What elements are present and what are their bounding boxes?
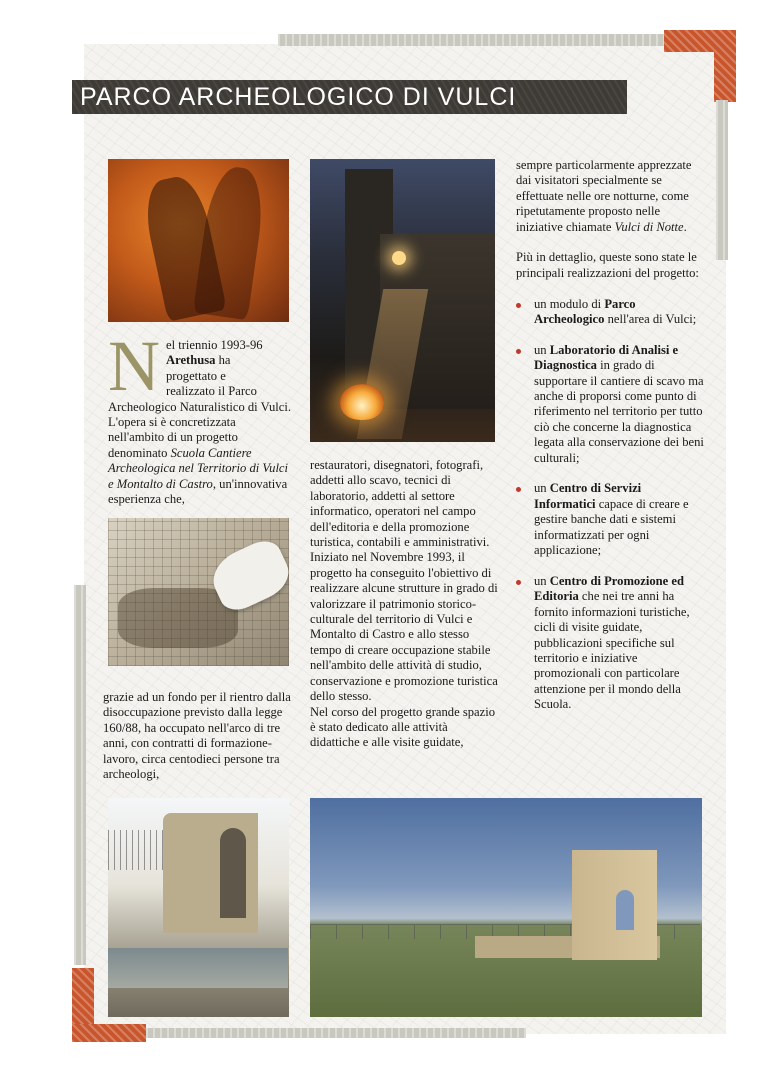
list-item: un Centro di Promozione ed Editoria che nei tre anni ha fornito informazioni turistiche, cicli di visite guidate, pubblicazioni specifiche sul territorio e iniziative promozionali con particolare attenzione per il mondo della Scuola. — [516, 574, 704, 713]
bottom-left-accent-horizontal — [72, 1024, 146, 1042]
column-2-text: restauratori, disegnatori, fotografi, addetti allo scavo, tecnici di laboratorio, addetti al settore informatico, operatori nel campo dell'editoria e della promozione turistica, contabili e amministrativi. Iniziato nel Novembre 1993, il progetto ha conseguito l'obiettivo di realizzare alcune strutture in grado di valorizzare il patrimonio storico-culturale del territorio di Vulci e Montalto di Castro e allo stesso tempo di creare occupazione stabile nell'ambito delle attività di studio, conservazione e promozione turistica dello stesso. Nel corso del progetto grande spazio è stato dedicato alle attività didattiche e alle visite guidate, — [310, 458, 498, 750]
list-item: un Centro di Servizi Informatici capace di creare e gestire banche dati e sistemi informatizzati per ogni applicazione; — [516, 481, 704, 558]
bullet-icon — [516, 580, 521, 585]
vase-painting-photo — [108, 159, 289, 322]
event-name: Vulci di Notte — [614, 219, 684, 234]
achievements-list — [516, 297, 704, 713]
bottom-border-texture — [146, 1028, 526, 1038]
top-right-accent — [664, 30, 736, 52]
column-1-intro: Nel triennio 1993-96 Arethusa ha progettato e realizzato il Parco Archeologico Naturalistico di Vulci. L'opera si è concretizzata nell'ambito di un progetto denominato Scuola Cantiere Archeologica nel Territorio di Vulci e Montalto di Castro, un'innovativa esperienza che, — [108, 326, 291, 507]
bullet-icon — [516, 303, 521, 308]
drop-cap: N — [108, 326, 160, 406]
project-name: Scuola Cantiere Archeologica nel Territorio di Vulci e Montalto di Castro — [108, 445, 289, 491]
ruins-landscape-photo — [310, 798, 702, 1017]
mosaic-excavation-photo — [108, 518, 289, 666]
ruins-arch-photo — [108, 798, 289, 1017]
castle-night-photo — [310, 159, 495, 442]
left-border-texture — [74, 585, 86, 965]
organization-name: Arethusa — [166, 353, 216, 368]
bullet-icon — [516, 349, 521, 354]
list-item: un modulo di Parco Archeologico nell'area di Vulci; — [516, 297, 704, 328]
right-border-texture — [716, 100, 728, 260]
page-title: PARCO ARCHEOLOGICO DI VULCI — [80, 83, 517, 111]
top-right-accent-vertical — [714, 50, 736, 102]
column-3-text: sempre particolarmente apprezzate dai visitatori specialmente se effettuate nelle ore notturne, come ripetutamente proposto nelle iniziative chiamate Vulci di Notte. Più in dettaglio, queste sono state le principali realizzazioni del progetto: un modulo di Parco Archeologico nell'area di Vulci; un Laboratorio di Analisi e Diagnostica in grado di supportare il cantiere di scavo ma anche di proporsi come punto di riferimento nel territorio per tutto ciò che concerne la diagnostica legata alla conservazione dei beni culturali; un Centro di Servizi Informatici capace di creare e gestire banche dati e sistemi informatizzati per ogni applicazione; un Centro di Promozione ed Editoria che nei tre anni ha fornito informazioni turistiche, cicli di visite guidate, pubblicazioni specifiche sul territorio e iniziative promozionali con particolare attenzione per il mondo della Scuola. — [516, 158, 704, 712]
list-item: un Laboratorio di Analisi e Diagnostica in grado di supportare il cantiere di scavo ma anche di proporsi come punto di riferimento nel territorio per tutto ciò che concerne la diagnostica legata alla conservazione dei beni culturali; — [516, 343, 704, 466]
bullet-icon — [516, 487, 521, 492]
top-border-texture — [278, 34, 668, 46]
column-1-continuation: grazie ad un fondo per il rientro dalla disoccupazione previsto dalla legge 160/88, ha occupato nell'arco di tre anni, con contratti di formazione-lavoro, circa centodieci persone tra archeologi, — [103, 690, 291, 782]
